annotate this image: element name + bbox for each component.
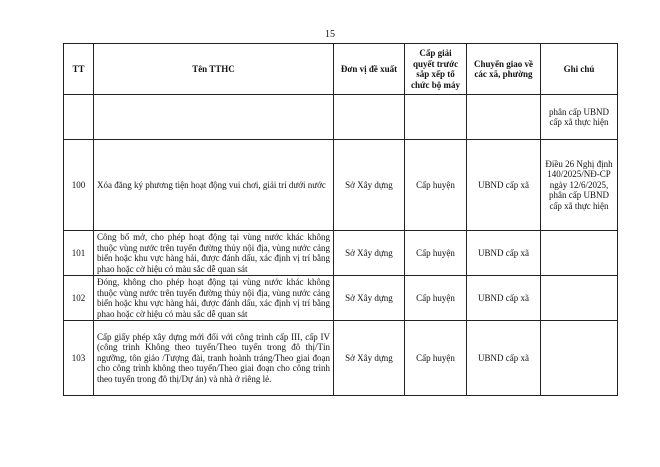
cell-ghi-chu [541, 276, 618, 321]
cell-ghi-chu-continued: phân cấp UBND cấp xã thực hiện [541, 95, 618, 140]
cell-ghi-chu: Điều 26 Nghị định 140/2025/NĐ-CP ngày 12/6/2025, phân cấp UBND cấp xã thực hiện [541, 140, 618, 231]
cell-cap: Cấp huyện [405, 231, 467, 276]
table-row [64, 321, 618, 396]
cell-empty [467, 95, 541, 140]
cell-empty [334, 95, 405, 140]
cell-tt: 103 [64, 321, 94, 396]
cell-empty [94, 95, 334, 140]
header-chuyen-giao: Chuyển giao về các xã, phường [467, 44, 541, 95]
procedures-table [63, 43, 618, 396]
header-row [64, 44, 618, 95]
cell-chuyen-giao: UBND cấp xã [467, 140, 541, 231]
cell-empty [405, 95, 467, 140]
cell-chuyen-giao: UBND cấp xã [467, 231, 541, 276]
cell-cap: Cấp huyện [405, 276, 467, 321]
cell-cap: Cấp huyện [405, 140, 467, 231]
cell-don-vi: Sở Xây dựng [334, 321, 405, 396]
cell-empty [64, 95, 94, 140]
table-row [64, 276, 618, 321]
header-tt: TT [64, 44, 94, 95]
header-ten-tthc: Tên TTHC [94, 44, 334, 95]
cell-tt: 102 [64, 276, 94, 321]
cell-ten-tthc: Cấp giấy phép xây dựng mới đối với công trình cấp III, cấp IV (công trình Không theo tuyến/Theo tuyến trong đô thị/Tín ngưỡng, tôn giáo /Tượng đài, tranh hoành tráng/Theo giai đoạn cho công trình không theo tuyến/Theo giai đoạn cho công trình theo tuyến trong đô thị/Dự án) và nhà ở riêng lẻ. [94, 321, 334, 396]
cell-tt: 101 [64, 231, 94, 276]
cell-ghi-chu [541, 231, 618, 276]
table-row [64, 231, 618, 276]
page-number: 15 [325, 29, 335, 40]
table-row [64, 140, 618, 231]
cell-tt: 100 [64, 140, 94, 231]
cell-don-vi: Sở Xây dựng [334, 140, 405, 231]
header-cap-giai-quyet: Cấp giải quyết trước sắp xếp tổ chức bộ máy [405, 44, 467, 95]
cell-chuyen-giao: UBND cấp xã [467, 321, 541, 396]
cell-ghi-chu [541, 321, 618, 396]
cell-don-vi: Sở Xây dựng [334, 276, 405, 321]
header-don-vi-de-xuat: Đơn vị đề xuất [334, 44, 405, 95]
cell-ten-tthc: Công bố mở, cho phép hoạt động tại vùng nước khác không thuộc vùng nước trên tuyến đường thủy nội địa, vùng nước cảng biển hoặc khu vực hàng hải, được đánh dấu, xác định vị trí bằng phao hoặc cờ hiệu có màu sắc dễ quan sát [94, 231, 334, 276]
header-ghi-chu: Ghi chú [541, 44, 618, 95]
cell-don-vi: Sở Xây dựng [334, 231, 405, 276]
table-row-continued [64, 95, 618, 140]
cell-chuyen-giao: UBND cấp xã [467, 276, 541, 321]
cell-ten-tthc: Xóa đăng ký phương tiện hoạt động vui chơi, giải trí dưới nước [94, 140, 334, 231]
cell-cap: Cấp huyện [405, 321, 467, 396]
cell-ten-tthc: Đóng, không cho phép hoạt động tại vùng nước khác không thuộc vùng nước trên tuyến đường thủy nội địa, vùng nước cảng biển hoặc khu vực hàng hải, được đánh dấu, xác định vị trí bằng phao hoặc cờ hiệu có màu sắc dễ quan sát [94, 276, 334, 321]
